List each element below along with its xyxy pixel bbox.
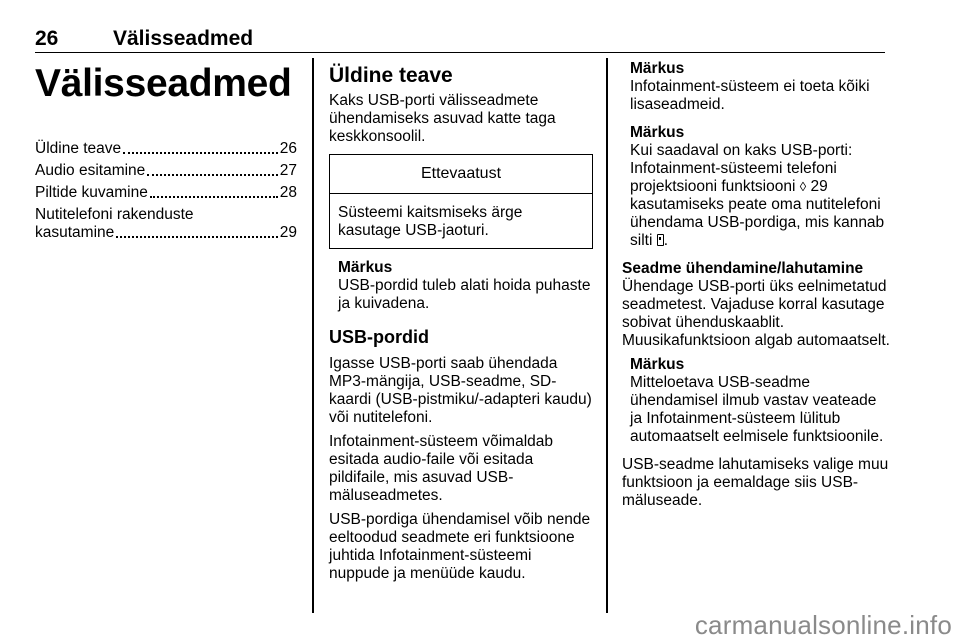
toc-entry[interactable] — [35, 184, 297, 202]
caution-heading: Ettevaatust — [330, 155, 592, 194]
note-text: Kui saadaval on kaks USB-porti: Infotainment-süsteemi telefoni projektsiooni funktsiooni ◊ 29 kasutamiseks peate oma nutitelefoni ühendama USB-pordiga, mis kannab silti . — [630, 142, 885, 249]
section-title: Üldine teave — [329, 64, 453, 87]
note-label: Märkus — [630, 124, 685, 141]
subsection-heading: Seadme ühendamine/lahutamine — [622, 260, 864, 277]
toc-label: kasutamine — [35, 224, 115, 241]
paragraph: Infotainment-süsteem võimaldab esitada audio-faile või esitada pildifaile, mis asuvad USB-mäluseadmetes. — [329, 433, 554, 504]
toc-entry[interactable] — [35, 162, 297, 180]
note-label: Märkus — [338, 259, 393, 276]
note-block — [622, 124, 890, 250]
toc-column — [35, 60, 297, 246]
toc-leader — [147, 174, 277, 176]
page-reference-icon: ◊ — [799, 179, 807, 194]
note-text: Infotainment-süsteem ei toeta kõiki lisaseadmeid. — [630, 78, 870, 113]
toc-page: 29 — [279, 224, 297, 241]
toc-label: Üldine teave — [35, 140, 122, 157]
paragraph: Ühendage USB-porti üks eelnimetatud seadmetest. Vajaduse korral kasutage sobivat ühenduskaablit. Muusikafunktsioon algab automaatselt. — [622, 278, 890, 349]
toc-entry[interactable] — [35, 206, 297, 242]
content-column-2 — [329, 60, 593, 589]
note-label: Märkus — [630, 356, 685, 373]
paragraph: Igasse USB-porti saab ühendada MP3-mängija, USB-seadme, SD-kaardi (USB-pistmiku/-adapteri kaudu) või nutitelefoni. — [329, 355, 592, 426]
column-divider — [312, 58, 314, 613]
caution-text: Süsteemi kaitsmiseks ärge kasutage USB-jaoturi. — [338, 204, 523, 239]
watermark: carmanualsonline.info — [694, 610, 952, 640]
note-label: Märkus — [630, 60, 685, 77]
toc-leader — [123, 152, 278, 154]
toc-entry[interactable] — [35, 140, 297, 158]
toc-page: 27 — [279, 162, 297, 179]
toc-leader — [150, 196, 278, 198]
page-number: 26 — [35, 27, 59, 50]
paragraph: USB-seadme lahutamiseks valige muu funktsioon ja eemaldage siis USB-mäluseade. — [622, 456, 889, 509]
note-block — [622, 356, 890, 446]
note-text: USB-pordid tuleb alati hoida puhaste ja kuivadena. — [338, 277, 591, 312]
page-header — [35, 26, 885, 53]
caution-box — [329, 154, 593, 249]
page-reference[interactable]: 29 — [810, 178, 828, 195]
toc-label: Piltide kuvamine — [35, 184, 148, 201]
toc-leader — [116, 236, 277, 238]
note-text: Mitteloetava USB-seadme ühendamisel ilmub vastav veateade ja Infotainment-süsteem lülitub automaatselt eelmisele funktsioonile. — [630, 374, 884, 445]
note-block — [622, 60, 890, 114]
toc-page: 28 — [279, 184, 297, 201]
content-column-3 — [622, 60, 890, 516]
column-divider — [606, 58, 608, 613]
toc-label-line1: Nutitelefoni rakenduste — [35, 206, 194, 223]
running-title: Välisseadmed — [113, 27, 254, 50]
paragraph: USB-pordiga ühendamisel võib nende eeltoodud seadmete eri funktsioone juhtida Infotainment-süsteemi nuppude ja menüüde kaudu. — [329, 511, 591, 582]
usb-port-icon — [657, 234, 664, 246]
subsection-title: USB-pordid — [329, 327, 429, 347]
note-block — [329, 259, 593, 313]
toc-label: Audio esitamine — [35, 162, 146, 179]
chapter-title: Välisseadmed — [35, 62, 292, 105]
toc-page: 26 — [279, 140, 297, 157]
intro-paragraph: Kaks USB-porti välisseadmete ühendamiseks asuvad katte taga keskkonsoolil. — [329, 92, 556, 145]
